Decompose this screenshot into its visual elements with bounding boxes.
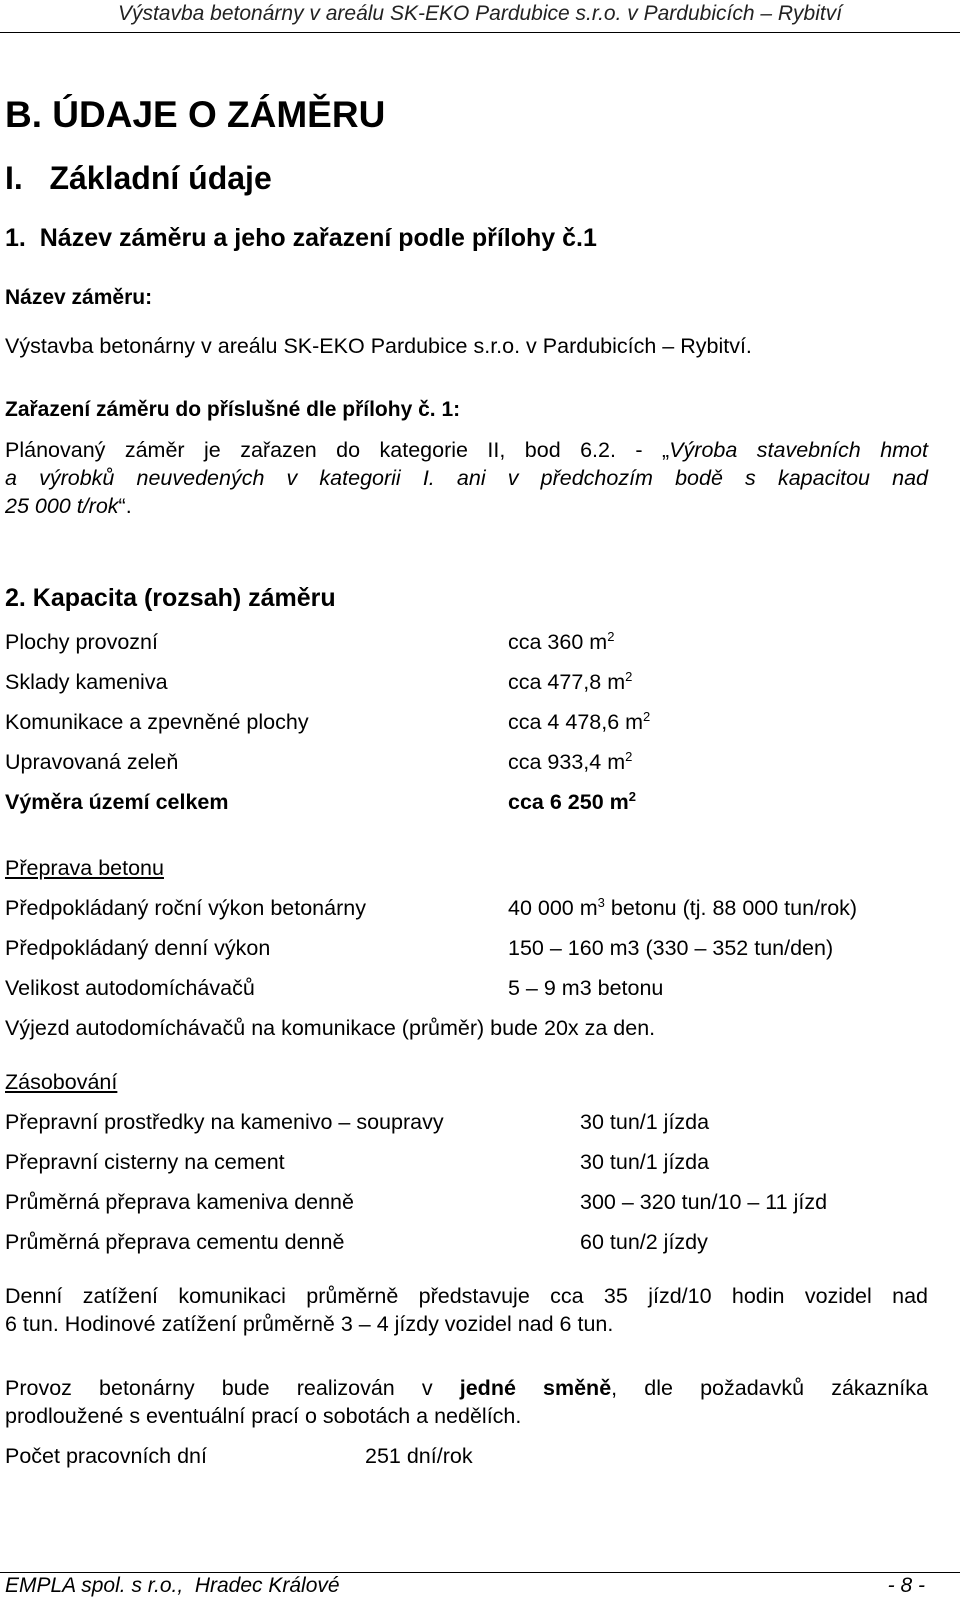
transport-label: Předpokládaný denní výkon (5, 936, 271, 960)
capacity-label: Komunikace a zpevněné plochy (5, 710, 309, 734)
workdays-value: 251 dní/rok (365, 1444, 473, 1468)
header-rule (0, 32, 960, 33)
workdays-label: Počet pracovních dní (5, 1444, 207, 1468)
page-header: Výstavba betonárny v areálu SK-EKO Pardubice s.r.o. v Pardubicích – Rybitví (117, 2, 843, 25)
supply-value: 60 tun/2 jízdy (580, 1230, 708, 1254)
transport-label: Velikost autodomíchávačů (5, 976, 255, 1000)
capacity-value: cca 933,4 $m^2$ (508, 748, 633, 774)
supply-value: 300 – 320 tun/10 – 11 jízd (580, 1190, 828, 1214)
transport-label: Předpokládaný roční výkon betonárny (5, 896, 366, 920)
transport-note: Výjezd autodomíchávačů na komunikace (průměr) bude 20x za den. (5, 1016, 656, 1040)
capacity-value: cca 4 478,6 $m^2$ (508, 708, 651, 734)
document-title: B. ÚDAJE O ZÁMĚRU (5, 94, 386, 135)
supply-heading: Zásobování (5, 1070, 118, 1094)
supply-value: 30 tun/1 jízda (580, 1150, 710, 1174)
capacity-total-label: Výměra území celkem (5, 790, 229, 814)
transport-value: 5 – 9 m3 betonu (508, 976, 664, 1000)
capacity-value: cca 477,8 $m^2$ (508, 668, 633, 694)
subsection-heading-1: 1. Název záměru a jeho zařazení podle přílohy č.1 (5, 224, 597, 252)
section-heading: I. Základní údaje (5, 160, 272, 196)
classification-line-2: a výrobků neuvedených v kategorii I. ani v předchozím bodě s kapacitou nad (5, 466, 928, 490)
supply-label: Průměrná přeprava cementu denně (5, 1230, 345, 1254)
name-label: Název záměru: (5, 286, 153, 309)
load-paragraph-line-1: Denní zatížení komunikaci průměrně představuje cca 35 jízd/10 hodin vozidel nad (5, 1284, 928, 1308)
supply-value: 30 tun/1 jízda (580, 1110, 710, 1134)
footer-rule (0, 1572, 960, 1573)
classification-label: Zařazení záměru do příslušné dle přílohy č. 1: (5, 398, 461, 421)
footer-company: EMPLA spol. s r.o., Hradec Králové (5, 1574, 340, 1597)
transport-value: 150 – 160 m3 (330 – 352 tun/den) (508, 936, 834, 960)
operation-paragraph-line-1: Provoz betonárny bude realizován v jedné směně, dle požadavků zákazníka (5, 1376, 928, 1400)
supply-label: Průměrná přeprava kameniva denně (5, 1190, 354, 1214)
capacity-label: Sklady kameniva (5, 670, 168, 694)
page-number: - 8 - (887, 1574, 925, 1597)
capacity-value: cca 360 $m^2$ (508, 628, 615, 654)
supply-label: Přepravní cisterny na cement (5, 1150, 285, 1174)
capacity-label: Plochy provozní (5, 630, 158, 654)
classification-line-3: 25 000 t/rok“. (5, 494, 132, 518)
transport-value: 40 000 $m^3$ betonu (tj. 88 000 tun/rok) (508, 894, 858, 920)
name-value: Výstavba betonárny v areálu SK-EKO Pardubice s.r.o. v Pardubicích – Rybitví. (5, 334, 752, 358)
transport-heading: Přeprava betonu (5, 856, 164, 880)
load-paragraph-line-2: 6 tun. Hodinové zatížení průměrně 3 – 4 jízdy vozidel nad 6 tun. (5, 1312, 614, 1336)
subsection-heading-2: 2. Kapacita (rozsah) záměru (5, 584, 336, 612)
operation-paragraph-line-2: prodloužené s eventuální prací o sobotách a nedělích. (5, 1404, 522, 1428)
capacity-label: Upravovaná zeleň (5, 750, 179, 774)
supply-label: Přepravní prostředky na kamenivo – soupravy (5, 1110, 444, 1134)
capacity-total-value: cca 6 250 $m^2$ (508, 788, 636, 814)
classification-line-1: Plánovaný záměr je zařazen do kategorie II, bod 6.2. - „Výroba stavebních hmot (5, 438, 928, 462)
